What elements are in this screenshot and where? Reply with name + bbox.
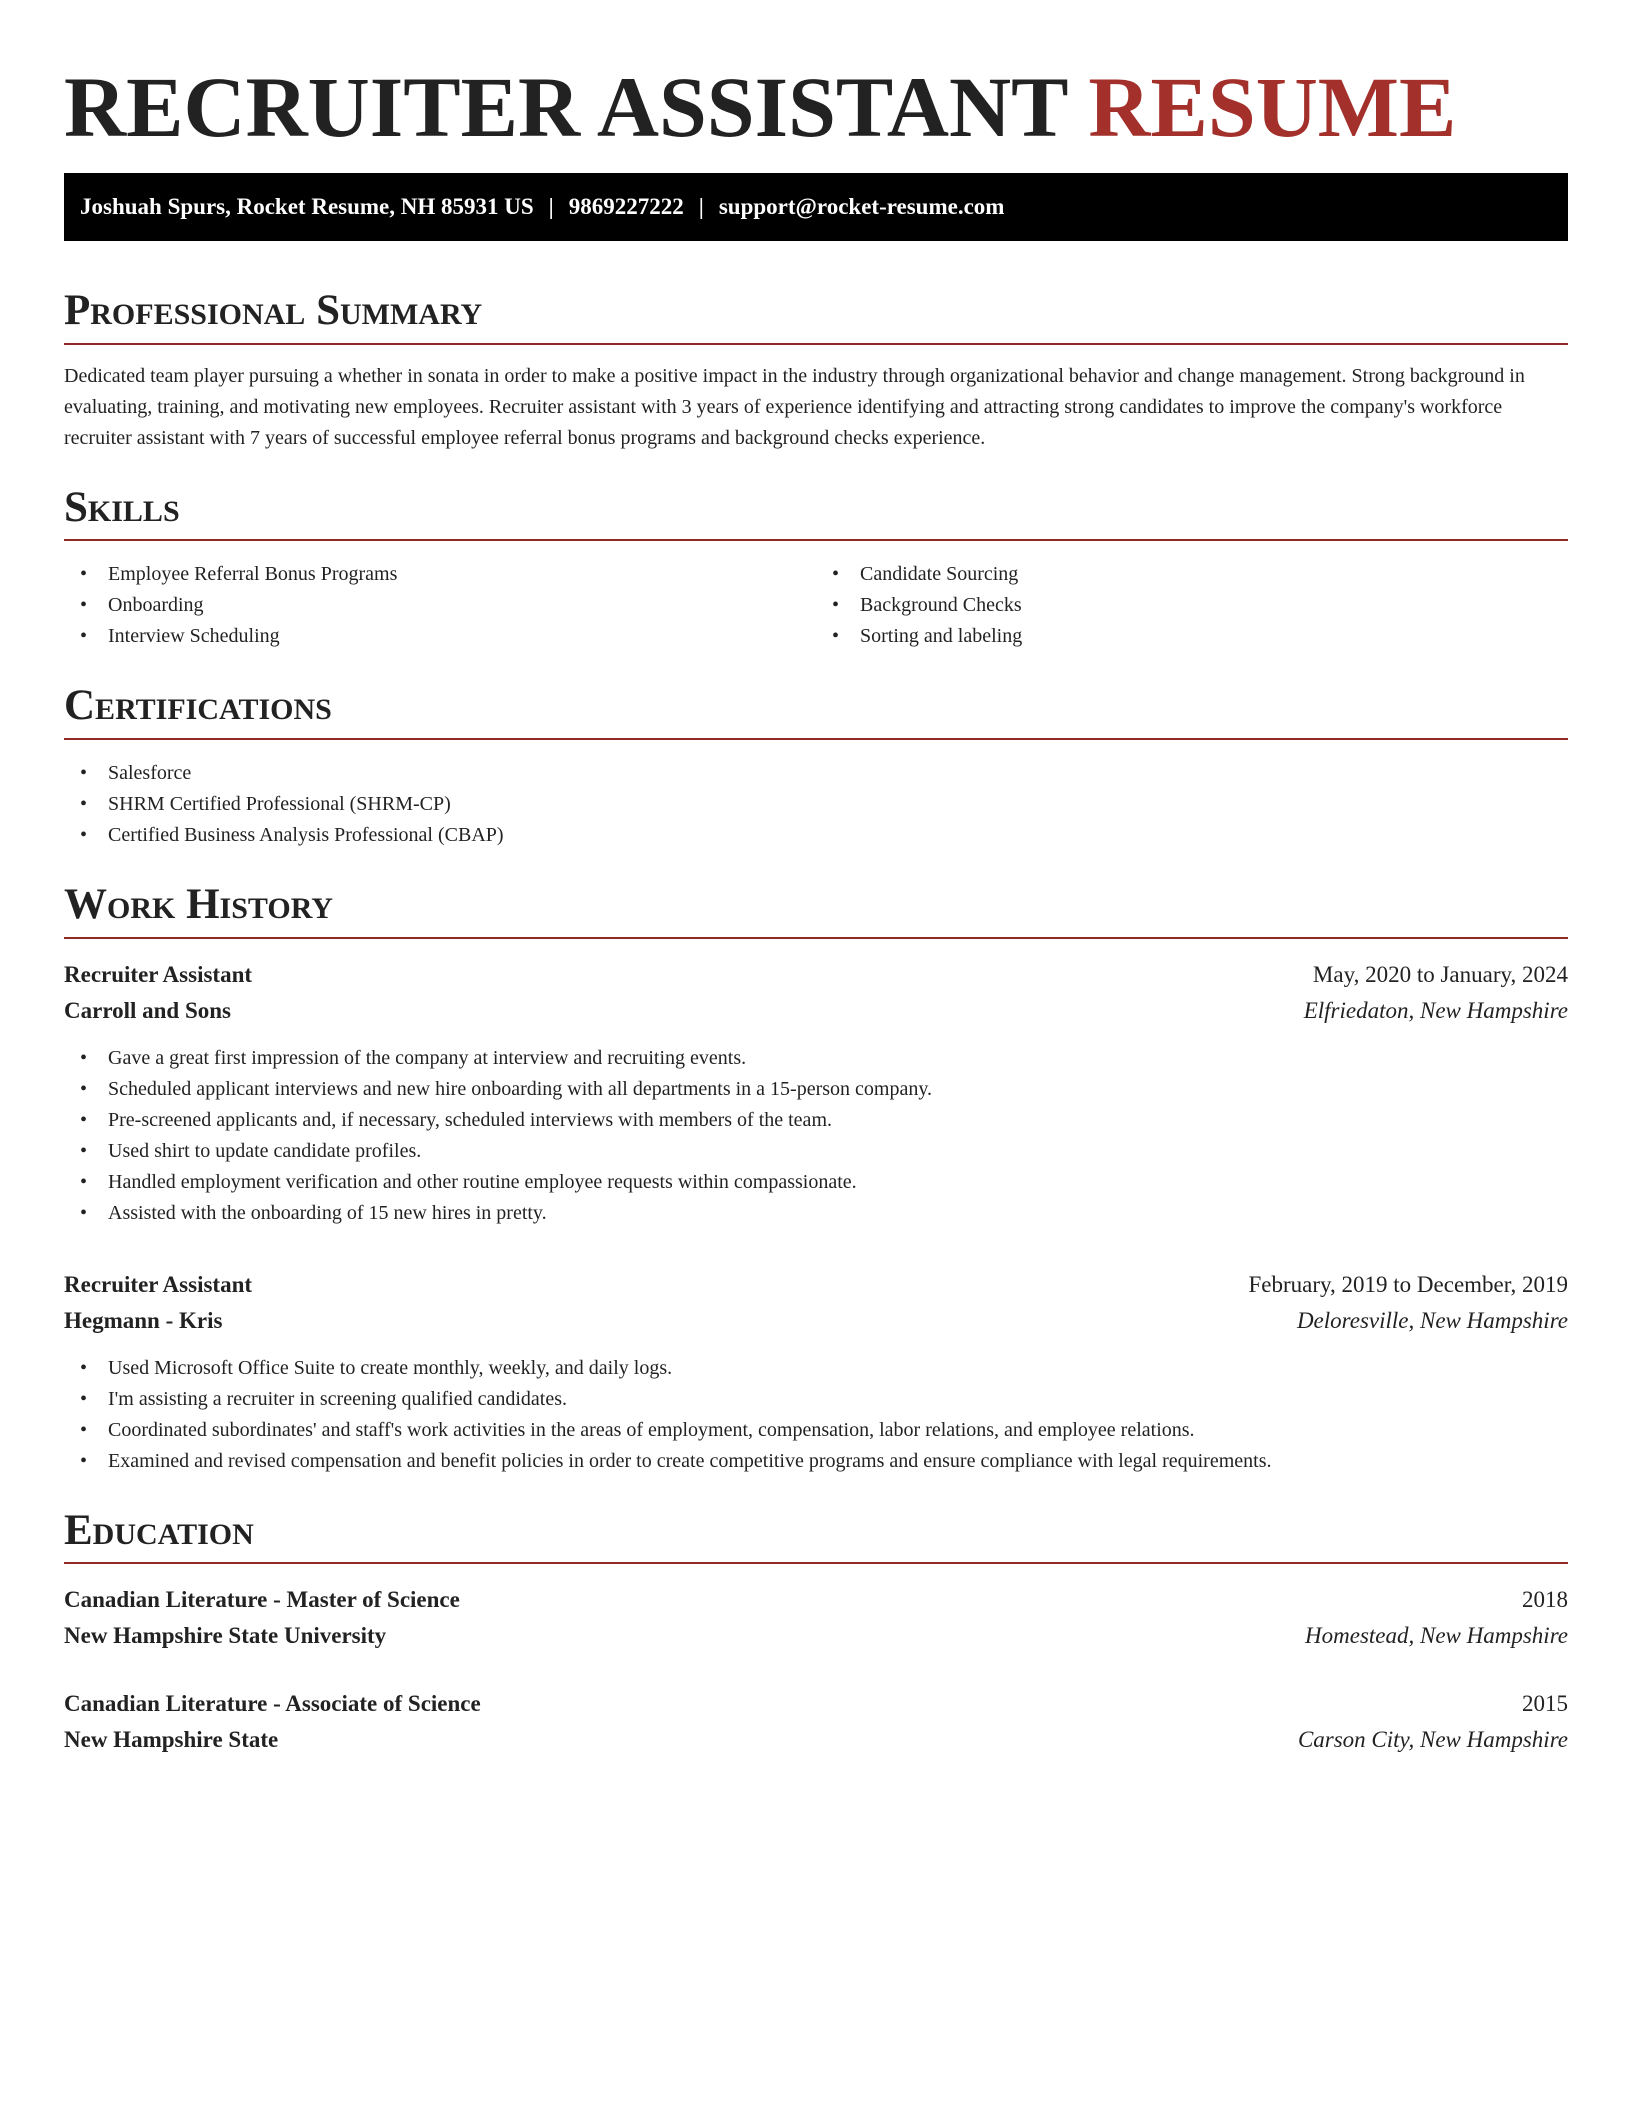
skills-section xyxy=(64,482,1568,653)
job-header-row xyxy=(64,957,1568,993)
list-item: • Interview Scheduling xyxy=(64,621,816,652)
skills-heading: Skills xyxy=(64,482,1568,542)
job-bullets xyxy=(64,1043,1568,1229)
job-dates: May, 2020 to January, 2024 xyxy=(1312,961,1568,987)
summary-heading: Professional Summary xyxy=(64,285,1568,345)
job-entry xyxy=(64,957,1568,1229)
list-item: • Examined and revised compensation and benefit policies in order to create competitive programs and ensure compliance with legal requirements. xyxy=(64,1446,1568,1477)
education-location: Homestead, New Hampshire xyxy=(1305,1623,1568,1649)
job-company: Hegmann - Kris xyxy=(64,1307,223,1333)
education-degree: Canadian Literature - Master of Science xyxy=(64,1587,460,1613)
job-company: Carroll and Sons xyxy=(64,997,232,1023)
list-item: • Candidate Sourcing xyxy=(816,559,1568,590)
list-item: • Pre-screened applicants and, if necessary, scheduled interviews with members of the team. xyxy=(64,1105,1568,1136)
list-item: • Used Microsoft Office Suite to create monthly, weekly, and daily logs. xyxy=(64,1353,1568,1384)
list-item: • Employee Referral Bonus Programs xyxy=(64,559,816,590)
title-accent: RESUME xyxy=(1088,59,1457,155)
skills-grid xyxy=(64,559,1568,652)
contact-address: Joshuah Spurs, Rocket Resume, NH 85931 US xyxy=(80,194,534,220)
education-degree: Canadian Literature - Associate of Science xyxy=(64,1691,481,1717)
job-company-row xyxy=(64,1303,1568,1339)
skills-list-right xyxy=(816,559,1568,652)
education-degree-row xyxy=(64,1686,1568,1722)
job-dates: February, 2019 to December, 2019 xyxy=(1248,1271,1568,1297)
education-degree-row xyxy=(64,1582,1568,1618)
contact-bar xyxy=(64,173,1568,241)
job-location: Elfriedaton, New Hampshire xyxy=(1303,997,1568,1023)
list-item: • Scheduled applicant interviews and new hire onboarding with all departments in a 15-person company. xyxy=(64,1074,1568,1105)
list-item: • Sorting and labeling xyxy=(816,621,1568,652)
list-item: • I'm assisting a recruiter in screening qualified candidates. xyxy=(64,1384,1568,1415)
education-section xyxy=(64,1505,1568,1759)
job-company-row xyxy=(64,993,1568,1029)
certifications-list xyxy=(64,758,1568,851)
list-item: • Gave a great first impression of the company at interview and recruiting events. xyxy=(64,1043,1568,1074)
title-main: RECRUITER ASSISTANT xyxy=(64,59,1067,155)
education-school-row xyxy=(64,1618,1568,1654)
resume-title xyxy=(64,0,1568,159)
education-school: New Hampshire State University xyxy=(64,1623,387,1649)
job-bullets xyxy=(64,1353,1568,1477)
contact-separator: | xyxy=(698,194,704,220)
education-school-row xyxy=(64,1722,1568,1758)
contact-separator: | xyxy=(548,194,554,220)
certifications-heading: Certifications xyxy=(64,680,1568,740)
list-item: • Certified Business Analysis Professional (CBAP) xyxy=(64,820,1568,851)
list-item: • Onboarding xyxy=(64,590,816,621)
summary-text: Dedicated team player pursuing a whether in sonata in order to make a positive impact in the industry through organizational behavior and change management. Strong background in evaluating, training, and motivating new employees. Recruiter assistant with 3 years of experience identifying and attracting strong candidates to improve the company's workforce recruiter assistant with 7 years of successful employee referral bonus programs and background checks experience. xyxy=(64,364,1525,449)
education-entry xyxy=(64,1582,1568,1654)
education-heading: Education xyxy=(64,1505,1568,1565)
list-item: • Coordinated subordinates' and staff's work activities in the areas of employment, compensation, labor relations, and employee relations. xyxy=(64,1415,1568,1446)
education-school: New Hampshire State xyxy=(64,1727,279,1753)
job-title: Recruiter Assistant xyxy=(64,1271,253,1297)
certifications-section xyxy=(64,680,1568,851)
list-item: • Handled employment verification and other routine employee requests within compassionate. xyxy=(64,1167,1568,1198)
list-item: • Assisted with the onboarding of 15 new hires in pretty. xyxy=(64,1198,1568,1229)
list-item: • Background Checks xyxy=(816,590,1568,621)
education-year: 2015 xyxy=(1522,1691,1568,1717)
work-history-section xyxy=(64,879,1568,1477)
contact-phone: 9869227222 xyxy=(568,194,684,220)
summary-section xyxy=(64,285,1568,454)
job-location: Deloresville, New Hampshire xyxy=(1296,1307,1568,1333)
list-item: • Salesforce xyxy=(64,758,1568,789)
job-title: Recruiter Assistant xyxy=(64,961,253,987)
job-entry xyxy=(64,1267,1568,1477)
list-item: • Used shirt to update candidate profiles. xyxy=(64,1136,1568,1167)
contact-email: support@rocket-resume.com xyxy=(718,194,1005,220)
job-header-row xyxy=(64,1267,1568,1303)
skills-list-left xyxy=(64,559,816,652)
education-entry xyxy=(64,1686,1568,1758)
education-year: 2018 xyxy=(1522,1587,1568,1613)
work-history-heading: Work History xyxy=(64,879,1568,939)
list-item: • SHRM Certified Professional (SHRM-CP) xyxy=(64,789,1568,820)
education-location: Carson City, New Hampshire xyxy=(1297,1727,1568,1753)
